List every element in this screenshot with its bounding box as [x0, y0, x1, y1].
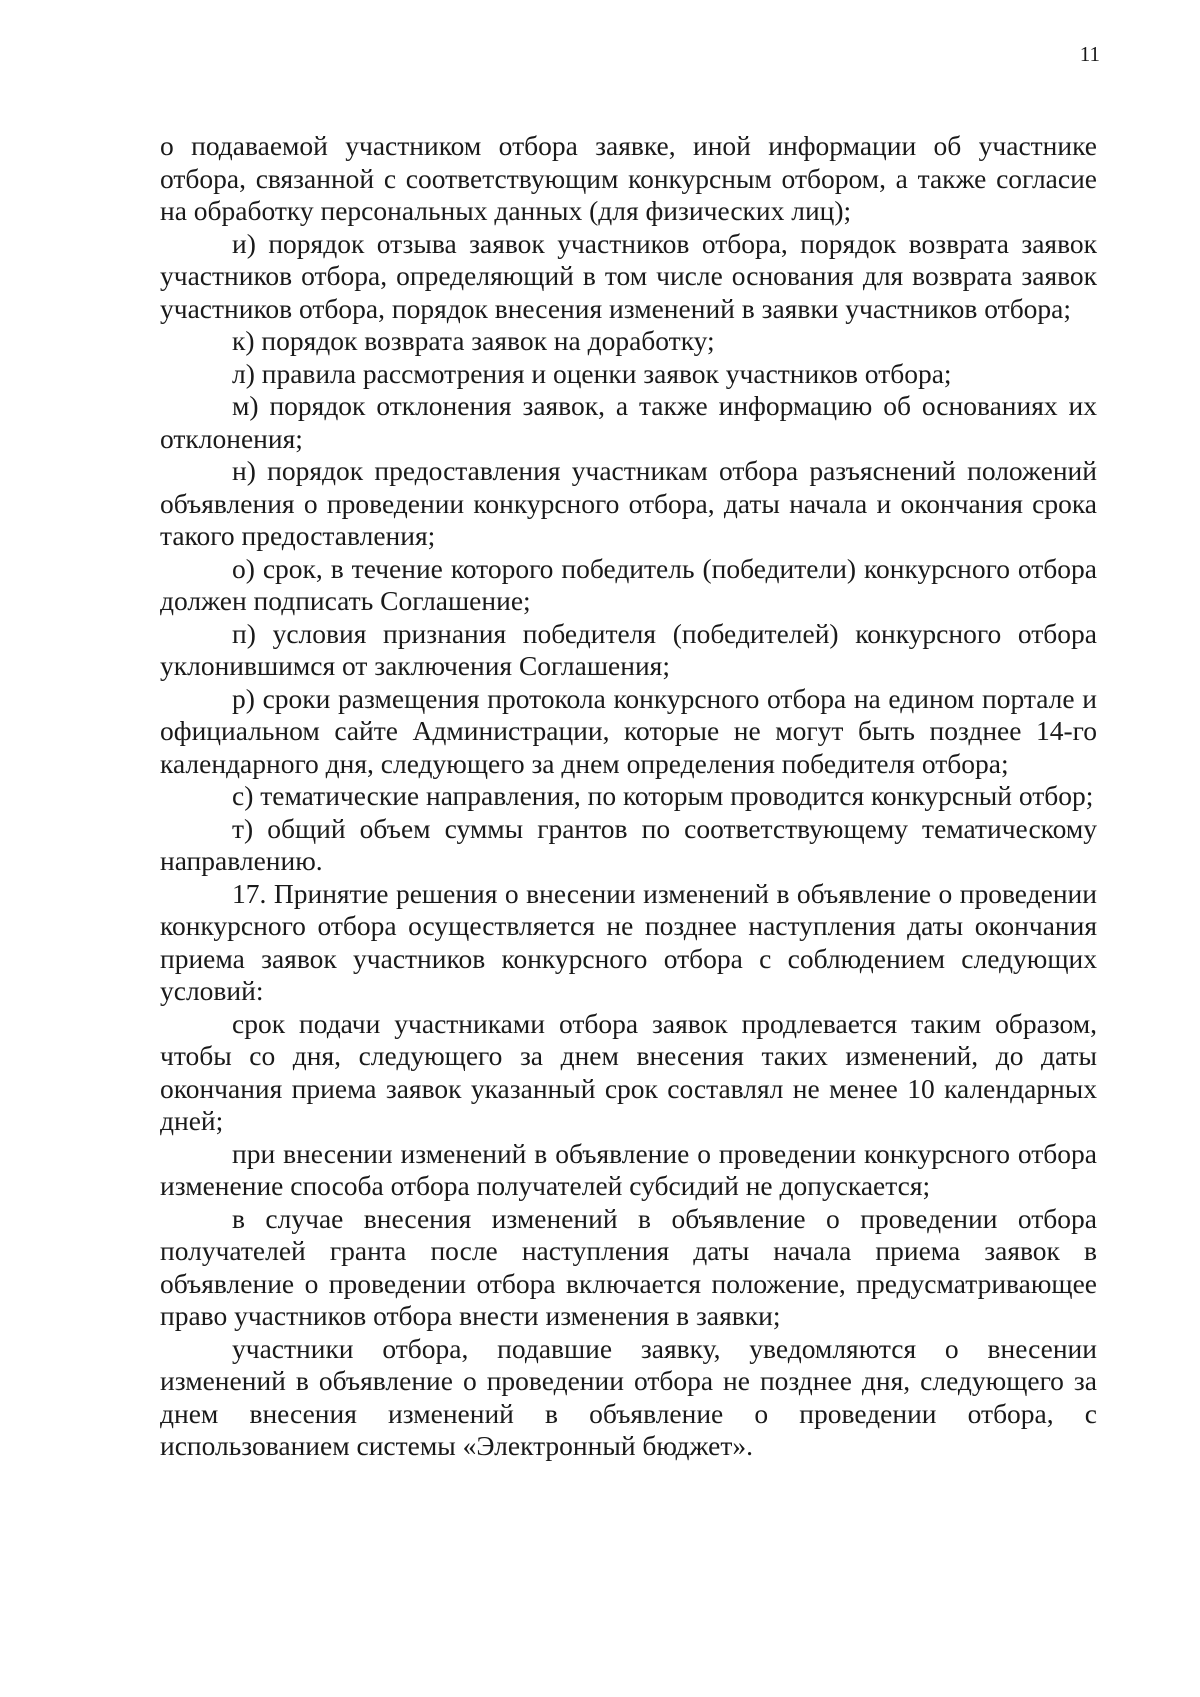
paragraph-item-k: к) порядок возврата заявок на доработку;	[232, 325, 715, 356]
paragraph-condition-3: в случае внесения изменений в объявление о проведении отбора получателей гранта после наступления даты начала приема заявок в объявление о проведении отбора включается положение, предусматривающее право участников отбора внести изменения в заявки;	[160, 1202, 1097, 1331]
paragraph-item-t: т) общий объем суммы грантов по соответствующему тематическому направлению.	[160, 812, 1097, 876]
paragraph-item-p: п) условия признания победителя (победителей) конкурсного отбора уклонившимся от заключения Соглашения;	[160, 617, 1097, 681]
document-body	[160, 130, 1097, 1463]
paragraph-item-s: с) тематические направления, по которым проводится конкурсный отбор;	[232, 780, 1094, 811]
paragraph-section-17: 17. Принятие решения о внесении изменений в объявление о проведении конкурсного отбора осуществляется не позднее наступления даты окончания приема заявок участников конкурсного отбора с соблюдением следующих условий:	[160, 877, 1097, 1006]
paragraph-item-i: и) порядок отзыва заявок участников отбора, порядок возврата заявок участников отбора, определяющий в том числе основания для возврата заявок участников отбора, порядок внесения изменений в заявки участников отбора;	[160, 227, 1097, 324]
paragraph-item-r: р) сроки размещения протокола конкурсного отбора на едином портале и официальном сайте Администрации, которые не могут быть позднее 14-го календарного дня, следующего за днем определения победителя отбора;	[160, 682, 1097, 779]
paragraph-condition-1: срок подачи участниками отбора заявок продлевается таким образом, чтобы со дня, следующего за днем внесения таких изменений, до даты окончания приема заявок указанный срок составлял не менее 10 календарных дней;	[160, 1007, 1097, 1136]
paragraph-item-l: л) правила рассмотрения и оценки заявок участников отбора;	[232, 357, 952, 389]
paragraph-condition-2: при внесении изменений в объявление о проведении конкурсного отбора изменение способа отбора получателей субсидий не допускается;	[160, 1137, 1097, 1201]
paragraph-condition-4: участники отбора, подавшие заявку, уведомляются о внесении изменений в объявление о проведении отбора не позднее дня, следующего за днем внесения изменений в объявление о проведении отбора, с использованием системы «Электронный бюджет».	[160, 1332, 1097, 1461]
paragraph-item-n: н) порядок предоставления участникам отбора разъяснений положений объявления о проведении конкурсного отбора, даты начала и окончания срока такого предоставления;	[160, 455, 1097, 551]
paragraph-item-o: о) срок, в течение которого победитель (победители) конкурсного отбора должен подписать Соглашение;	[160, 552, 1097, 616]
paragraph-item-m: м) порядок отклонения заявок, а также информацию об основаниях их отклонения;	[160, 390, 1097, 454]
paragraph-continuation: о подаваемой участником отбора заявке, иной информации об участнике отбора, связанной с соответствующим конкурсным отбором, а также согласие на обработку персональных данных (для физических лиц);	[160, 130, 1097, 226]
page-number: 11	[1079, 42, 1100, 66]
